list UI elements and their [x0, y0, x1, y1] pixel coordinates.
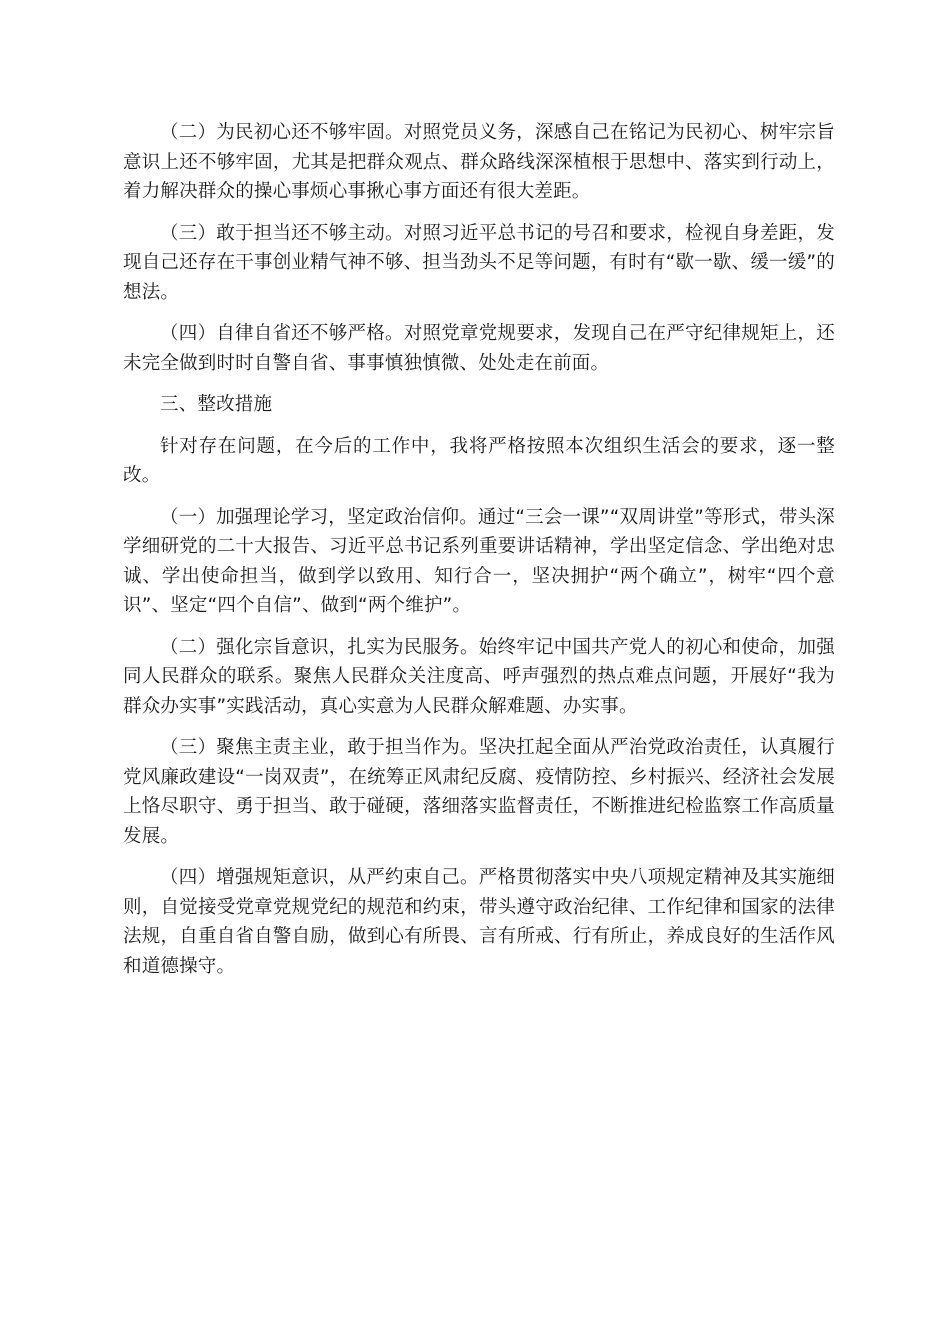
paragraph-rectification-intro: 针对存在问题，在今后的工作中，我将严格按照本次组织生活会的要求，逐一整改。 [123, 435, 835, 486]
paragraph-shortcoming-3: （三）敢于担当还不够主动。对照习近平总书记的号召和要求，检视自身差距，发现自己还存在干事创业精气神不够、担当劲头不足等问题，有时有“歇一歇、缓一缓”的想法。 [123, 222, 835, 303]
paragraph-measure-2: （二）强化宗旨意识，扎实为民服务。始终牢记中国共产党人的初心和使命，加强同人民群众的联系。聚焦人民群众关注度高、呼声强烈的热点难点问题，开展好“我为群众办实事”实践活动，真心实意为人民群众解难题、办实事。 [123, 636, 836, 717]
paragraph-measure-1: （一）加强理论学习，坚定政治信仰。通过“三会一课”“双周讲堂”等形式，带头深学细研党的二十大报告、习近平总书记系列重要讲话精神，学出坚定信念、学出绝对忠诚、学出使命担当，做到学以致用、知行合一，坚决拥护“两个确立”，树牢“四个意识”、坚定“四个自信”、做到“两个维护”。 [123, 506, 835, 616]
paragraph-shortcoming-2: （二）为民初心还不够牢固。对照党员义务，深感自己在铭记为民初心、树牢宗旨意识上还不够牢固，尤其是把群众观点、群众路线深深植根于思想中、落实到行动上，着力解决群众的操心事烦心事揪心事方面还有很大差距。 [123, 122, 835, 202]
paragraph-shortcoming-4: （四）自律自省还不够严格。对照党章党规要求，发现自己在严守纪律规矩上，还未完全做到时时自警自省、事事慎独慎微、处处走在前面。 [123, 323, 835, 374]
paragraph-measure-3: （三）聚焦主责主业，敢于担当作为。坚决扛起全面从严治党政治责任，认真履行党风廉政建设“一岗双责”，在统筹正风肃纪反腐、疫情防控、乡村振兴、经济社会发展上恪尽职守、勇于担当、敢于碰硬，落细落实监督责任，不断推进纪检监察工作高质量发展。 [123, 737, 835, 847]
section-heading-rectification: 三、整改措施 [160, 394, 273, 415]
document-body [123, 118, 835, 993]
paragraph-measure-4: （四）增强规矩意识，从严约束自己。严格贯彻落实中央八项规定精神及其实施细则，自觉接受党章党规党纪的规范和约束，带头遵守政治纪律、工作纪律和国家的法律法规，自重自省自警自励，做到心有所畏、言有所戒、行有所止，养成良好的生活作风和道德操守。 [123, 867, 835, 977]
